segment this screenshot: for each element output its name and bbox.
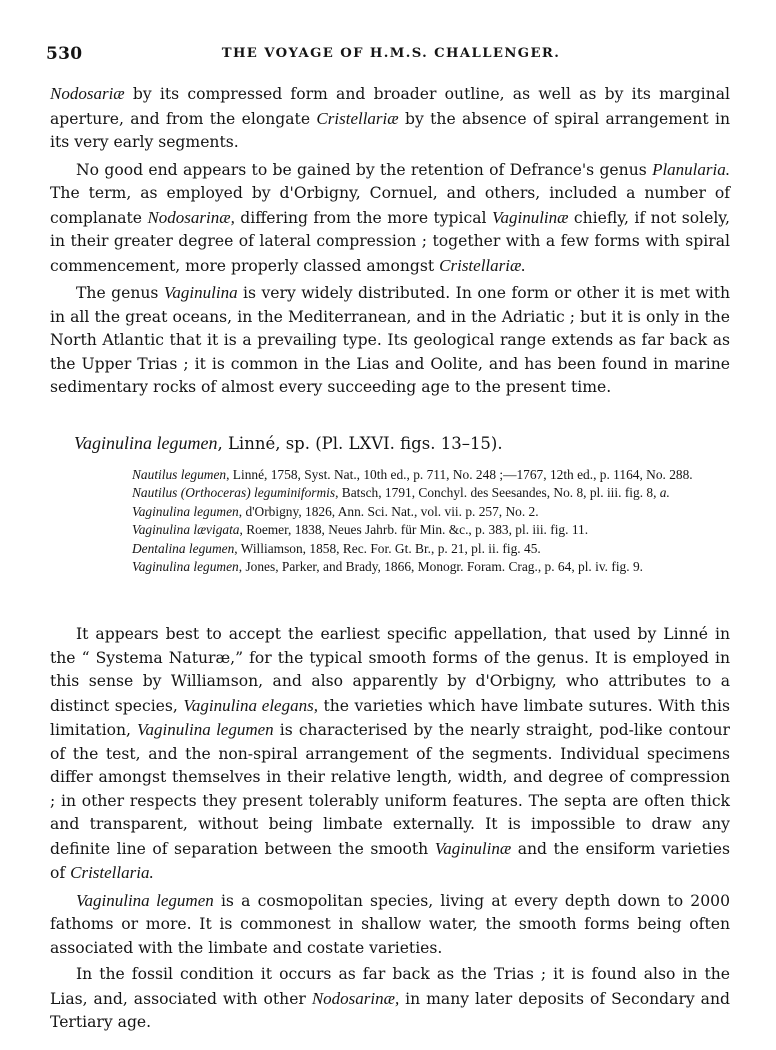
taxon-name: Nodosarinæ, <box>311 988 400 1008</box>
synonymy-entry: Dentalina legumen, Williamson, 1858, Rec. For. Gt. Br., p. 21, pl. ii. fig. 45. <box>132 540 541 556</box>
taxon-name: Vaginulinæ <box>491 207 569 227</box>
synonymy-entry: Vaginulina legumen, d'Orbigny, 1826, Ann. Sci. Nat., vol. vii. p. 257, No. 2. <box>132 503 539 519</box>
paragraph-1: Nodosariæ by its compressed form and broader outline, as well as by its marginal aperture, and from the elongate Cristellariæ by the absence of spiral arrangement in its very early segments. <box>50 84 730 151</box>
synonymy-entry: Nautilus (Orthoceras) leguminiformis, Batsch, 1791, Conchyl. des Seesandes, No. 8, pl. iii. fig. 8, a. <box>132 485 670 501</box>
taxon-name: Nodosariæ <box>50 84 125 103</box>
species-authority: , Linné, sp. (Pl. LXVI. figs. 13–15). <box>217 434 503 453</box>
page-header <box>46 44 736 68</box>
species-heading <box>74 433 734 454</box>
taxon-name: Vaginulina <box>163 283 238 302</box>
synonymy-list <box>132 466 732 576</box>
paragraph-5: Vaginulina legumen is a cosmopolitan species, living at every depth down to 2000 fathoms or more. It is commonest in shallow water, the smooth forms being often associated with the limbate and costate varieties. <box>50 890 730 957</box>
taxon-name: Vaginulina legumen <box>76 890 214 910</box>
taxon-name: Cristellariæ. <box>439 255 526 275</box>
running-title: THE VOYAGE OF H.M.S. CHALLENGER. <box>221 46 561 61</box>
taxon-name: Planularia. <box>652 159 730 179</box>
synonymy-entry: Vaginulina legumen, Jones, Parker, and Brady, 1866, Monogr. Foram. Crag., p. 64, pl. iv. fig. 9. <box>132 559 643 575</box>
taxon-name: Vaginulina elegans, <box>183 695 318 715</box>
taxon-name: Cristellaria. <box>70 863 154 882</box>
paragraph-3: The genus Vaginulina is very widely distributed. In one form or other it is met with in all the great oceans, in the Mediterranean, and in the Adriatic ; but it is only in the North Atlantic that it is a prevailing type. Its geological range extends as far back as the Upper Trias ; it is common in the Lias and Oolite, and has been found in marine sedimentary rocks of almost every succeeding age to the present time. <box>50 283 730 396</box>
taxon-name: Vaginulina legumen <box>137 720 274 739</box>
species-name: Vaginulina legumen <box>74 433 218 453</box>
paragraph-2: No good end appears to be gained by the retention of Defrance's genus Planularia. The term, as employed by d'Orbigny, Cornuel, and others, included a number of complanate Nodosarinæ, differing from the more typical Vaginulinæ chiefly, if not solely, in their greater degree of lateral compression ; together with a few forms with spiral commencement, more properly classed amongst Cristellariæ. <box>50 159 731 275</box>
paragraph-4: It appears best to accept the earliest specific appellation, that used by Linné in the “ Systema Naturæ,” for the typical smooth forms of the genus. It is employed in this sense by Williamson, and also apparently by d'Orbigny, who attributes to a distinct species, Vaginulina elegans, the varieties which have limbate sutures. With this limitation, Vaginulina legumen is characterised by the nearly straight, pod-like contour of the test, and the non-spiral arrangement of the segments. Individual specimens differ amongst themselves in their relative length, width, and degree of compression ; in other respects they present tolerably uniform features. The septa are often thick and transparent, without being limbate externally. It is impossible to draw any definite line of separation between the smooth Vaginulinæ and the ensiform varieties of Cristellaria. <box>50 625 730 882</box>
page-number: 530 <box>46 44 83 64</box>
synonymy-entry: Vaginulina lævigata, Roemer, 1838, Neues Jahrb. für Min. &c., p. 383, pl. iii. fig. 11. <box>132 522 589 538</box>
taxon-name: Vaginulinæ <box>434 838 512 858</box>
taxon-name: Nodosarinæ, <box>147 207 235 227</box>
paragraph-6: In the fossil condition it occurs as far back as the Trias ; it is found also in the Lias, and, associated with other Nodosarinæ, in many later deposits of Secondary and Tertiary age. <box>50 965 730 1031</box>
upper-body-text <box>50 82 730 400</box>
lower-body-text <box>50 623 730 1035</box>
synonymy-entry: Nautilus legumen, Linné, 1758, Syst. Nat., 10th ed., p. 711, No. 248 ;—1767, 12th ed., p. 1164, No. 288. <box>132 467 693 482</box>
taxon-name: Cristellariæ <box>316 108 399 128</box>
